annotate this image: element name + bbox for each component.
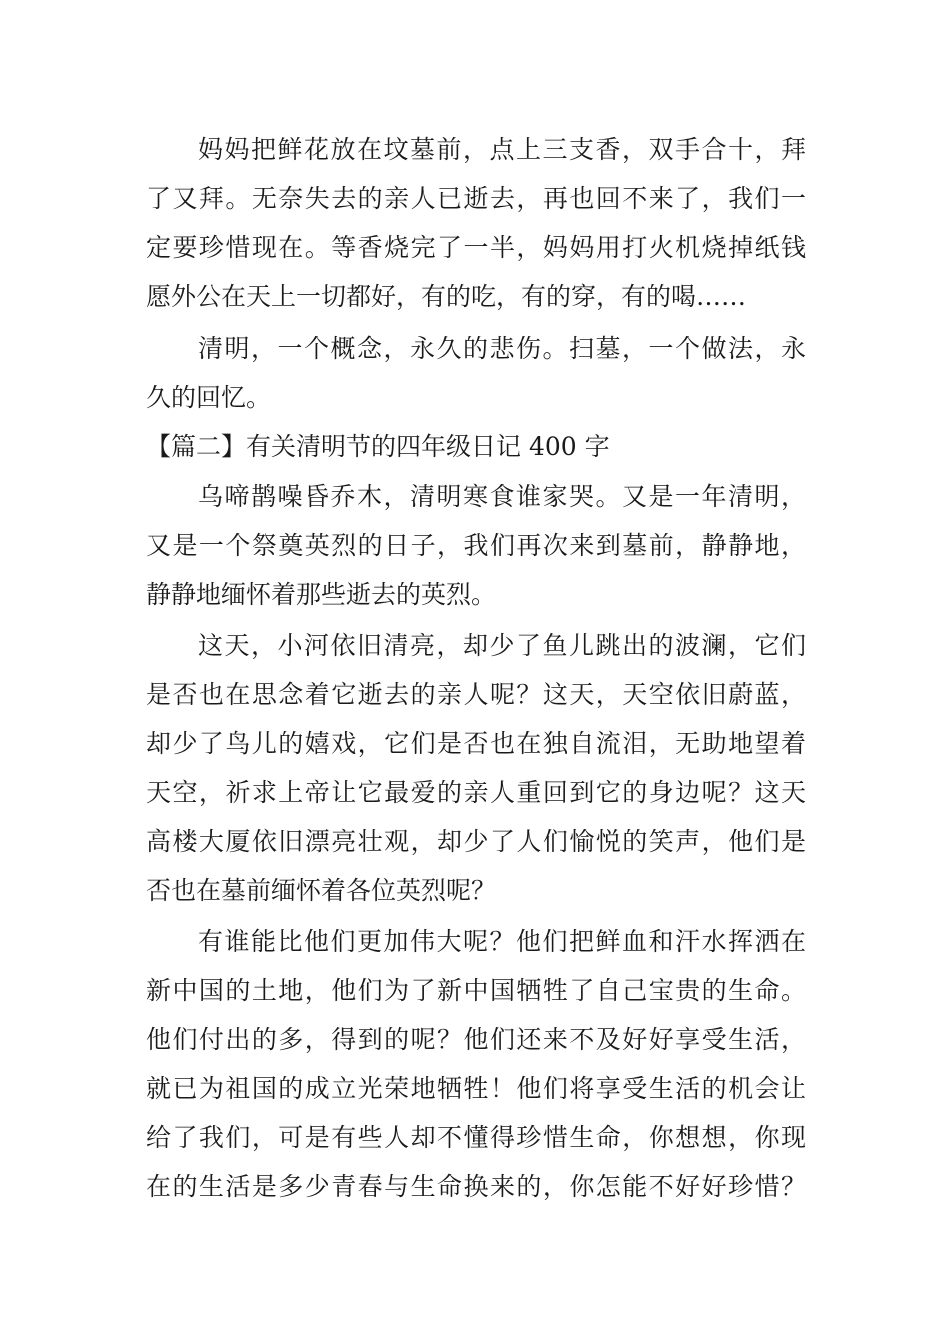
paragraph-line: 定要珍惜现在。等香烧完了一半，妈妈用打火机烧掉纸钱 bbox=[146, 233, 806, 262]
paragraph-line: 这天，小河依旧清亮，却少了鱼儿跳出的波澜，它们 bbox=[198, 631, 806, 660]
paragraph-line: 又是一个祭奠英烈的日子，我们再次来到墓前，静静地， bbox=[146, 531, 806, 560]
paragraph-line: 是否也在思念着它逝去的亲人呢？这天，天空依旧蔚蓝， bbox=[146, 680, 806, 709]
section-heading: 【篇二】有关清明节的四年级日记 400 字 bbox=[146, 432, 610, 461]
paragraph-line: 妈妈把鲜花放在坟墓前，点上三支香，双手合十，拜 bbox=[198, 135, 806, 164]
paragraph-line: 愿外公在天上一切都好，有的吃，有的穿，有的喝…… bbox=[146, 282, 747, 311]
paragraph-line: 给了我们，可是有些人却不懂得珍惜生命，你想想，你现 bbox=[146, 1123, 806, 1152]
paragraph-line: 否也在墓前缅怀着各位英烈呢？ bbox=[146, 876, 497, 905]
paragraph-line: 高楼大厦依旧漂亮壮观，却少了人们愉悦的笑声，他们是 bbox=[146, 827, 806, 856]
paragraph-line: 他们付出的多，得到的呢？他们还来不及好好享受生活， bbox=[146, 1025, 806, 1054]
paragraph-line: 久的回忆。 bbox=[146, 383, 272, 412]
paragraph-line: 了又拜。无奈失去的亲人已逝去，再也回不来了，我们一 bbox=[146, 184, 806, 213]
paragraph-line: 在的生活是多少青春与生命换来的，你怎能不好好珍惜？ bbox=[146, 1172, 806, 1201]
paragraph-line: 静静地缅怀着那些逝去的英烈。 bbox=[146, 580, 497, 609]
paragraph-line: 天空，祈求上帝让它最爱的亲人重回到它的身边呢？这天 bbox=[146, 778, 806, 807]
paragraph-line: 清明，一个概念，永久的悲伤。扫墓，一个做法，永 bbox=[198, 334, 806, 363]
paragraph-line: 乌啼鹊噪昏乔木，清明寒食谁家哭。又是一年清明， bbox=[198, 482, 806, 511]
paragraph-line: 有谁能比他们更加伟大呢？他们把鲜血和汗水挥洒在 bbox=[198, 927, 806, 956]
paragraph-line: 却少了鸟儿的嬉戏，它们是否也在独自流泪，无助地望着 bbox=[146, 729, 806, 758]
paragraph-line: 新中国的土地，他们为了新中国牺牲了自己宝贵的生命。 bbox=[146, 976, 806, 1005]
paragraph-line: 就已为祖国的成立光荣地牺牲！他们将享受生活的机会让 bbox=[146, 1074, 806, 1103]
